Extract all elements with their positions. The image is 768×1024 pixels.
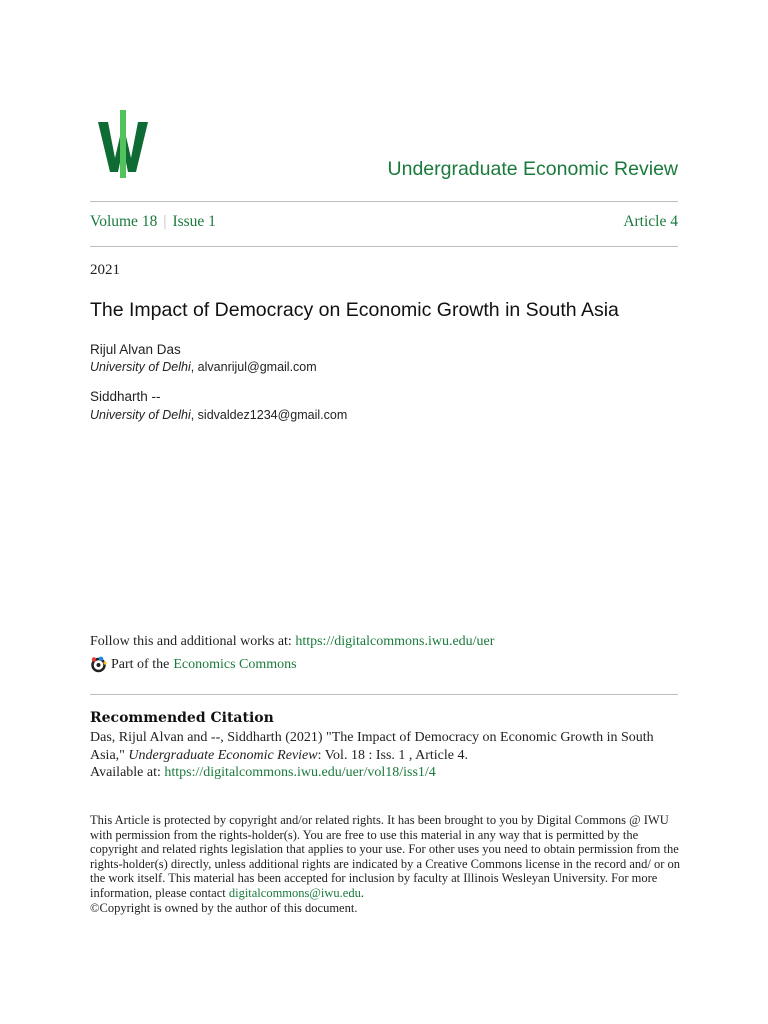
- divider: [90, 246, 678, 247]
- rights-statement: This Article is protected by copyright and/or related rights. It has been brought to you by Digital Commons @ IWU with permission from the rights-holder(s). You are free to use this material in any way that is permitted by the copyright and related rights legislation that applies to your use. For other uses you need to obtain permission from the rights-holder(s) directly, unless additional rights are indicated by a Creative Commons license in the record and/ or on the work itself. This material has been accepted for inclusion by faculty at Illinois Wesleyan University. For more information, please contact digitalcommons@iwu.edu. ©Copyright is owned by the author of this document.: [90, 813, 680, 915]
- iwu-w-logo-icon: [96, 110, 154, 178]
- journal-name[interactable]: Undergraduate Economic Review: [387, 158, 678, 180]
- part-of-line: Part of the Economics Commons: [90, 656, 297, 673]
- copyright-notice: ©Copyright is owned by the author of this document.: [90, 900, 358, 915]
- volume-issue-row: [90, 213, 678, 231]
- contact-email-link[interactable]: digitalcommons@iwu.edu: [228, 885, 361, 900]
- issue-link[interactable]: Issue 1: [172, 213, 216, 230]
- divider: [90, 694, 678, 695]
- author-name: Rijul Alvan Das: [90, 342, 181, 357]
- author-affiliation: University of Delhi, sidvaldez1234@gmail.com: [90, 408, 348, 422]
- article-link[interactable]: Article 4: [623, 213, 678, 230]
- citation-text: Das, Rijul Alvan and --, Siddharth (2021) "The Impact of Democracy on Economic Growth in South Asia," Undergraduate Economic Review: Vol. 18 : Iss. 1 , Article 4. Available at: https://digitalcommons.iwu.edu/uer/vol18/iss1/4: [90, 730, 654, 780]
- author-name: Siddharth --: [90, 389, 161, 404]
- follow-link[interactable]: https://digitalcommons.iwu.edu/uer: [295, 634, 495, 649]
- separator: |: [163, 213, 167, 230]
- article-title: The Impact of Democracy on Economic Growth in South Asia: [90, 299, 619, 321]
- follow-line: Follow this and additional works at: https://digitalcommons.iwu.edu/uer: [90, 634, 495, 649]
- commons-network-icon: [90, 656, 107, 673]
- recommended-citation-heading: Recommended Citation: [90, 710, 274, 726]
- volume-link[interactable]: Volume 18: [90, 213, 158, 230]
- economics-commons-link[interactable]: Economics Commons: [173, 656, 297, 672]
- publication-year: 2021: [90, 262, 120, 278]
- author-affiliation: University of Delhi, alvanrijul@gmail.com: [90, 360, 317, 374]
- divider: [90, 201, 678, 202]
- citation-link[interactable]: https://digitalcommons.iwu.edu/uer/vol18/iss1/4: [164, 765, 436, 780]
